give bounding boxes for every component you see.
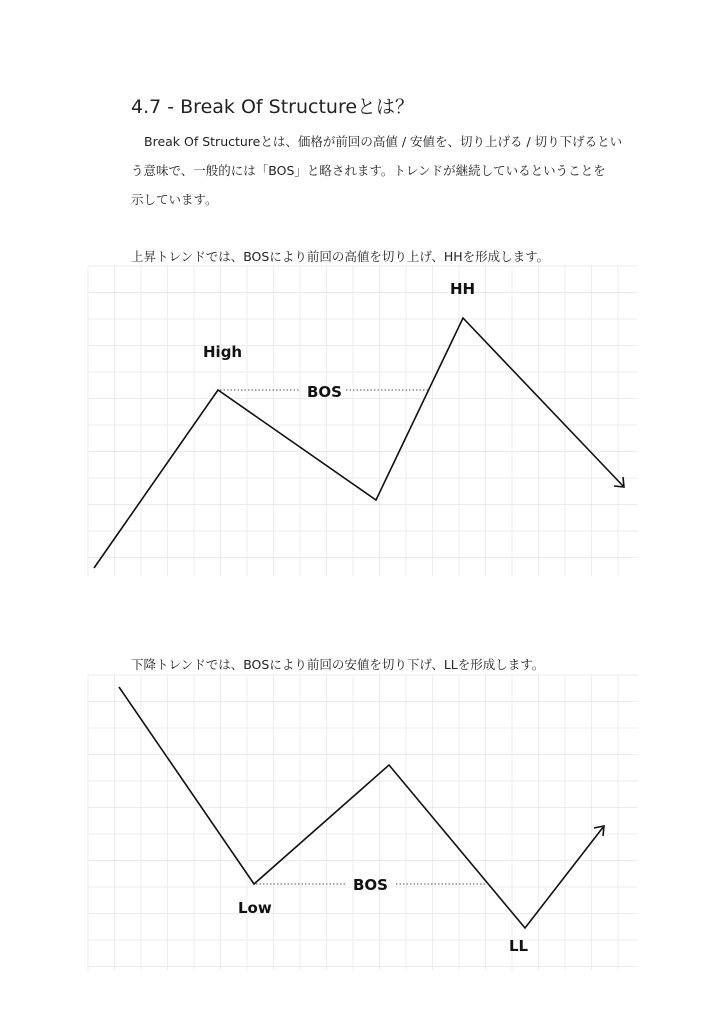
section-title: 4.7 - Break Of Structureとは？ [131,96,415,118]
downtrend-caption: 下降トレンドでは、BOSにより前回の安値を切り下げ、LLを形成します。 [131,657,545,672]
downtrend-bos-label: BOS [353,876,388,894]
uptrend-caption: 上昇トレンドでは、BOSにより前回の高値を切り上げ、HHを形成します。 [131,249,550,264]
paragraph-line: Break Of Structureとは、価格が前回の高値 / 安値を、切り上げる / 切り下げるとい [144,134,623,149]
low-label: Low [238,899,272,917]
paragraph-line: 示しています。 [131,192,218,207]
high-label: High [203,343,243,361]
ll-label: LL [509,937,529,955]
paragraph-line: う意味で、一般的には「BOS」と略されます。トレンドが継続しているということを [131,163,606,178]
hh-label: HH [450,280,476,298]
downtrend-grid [88,675,638,970]
uptrend-bos-label: BOS [307,383,342,401]
